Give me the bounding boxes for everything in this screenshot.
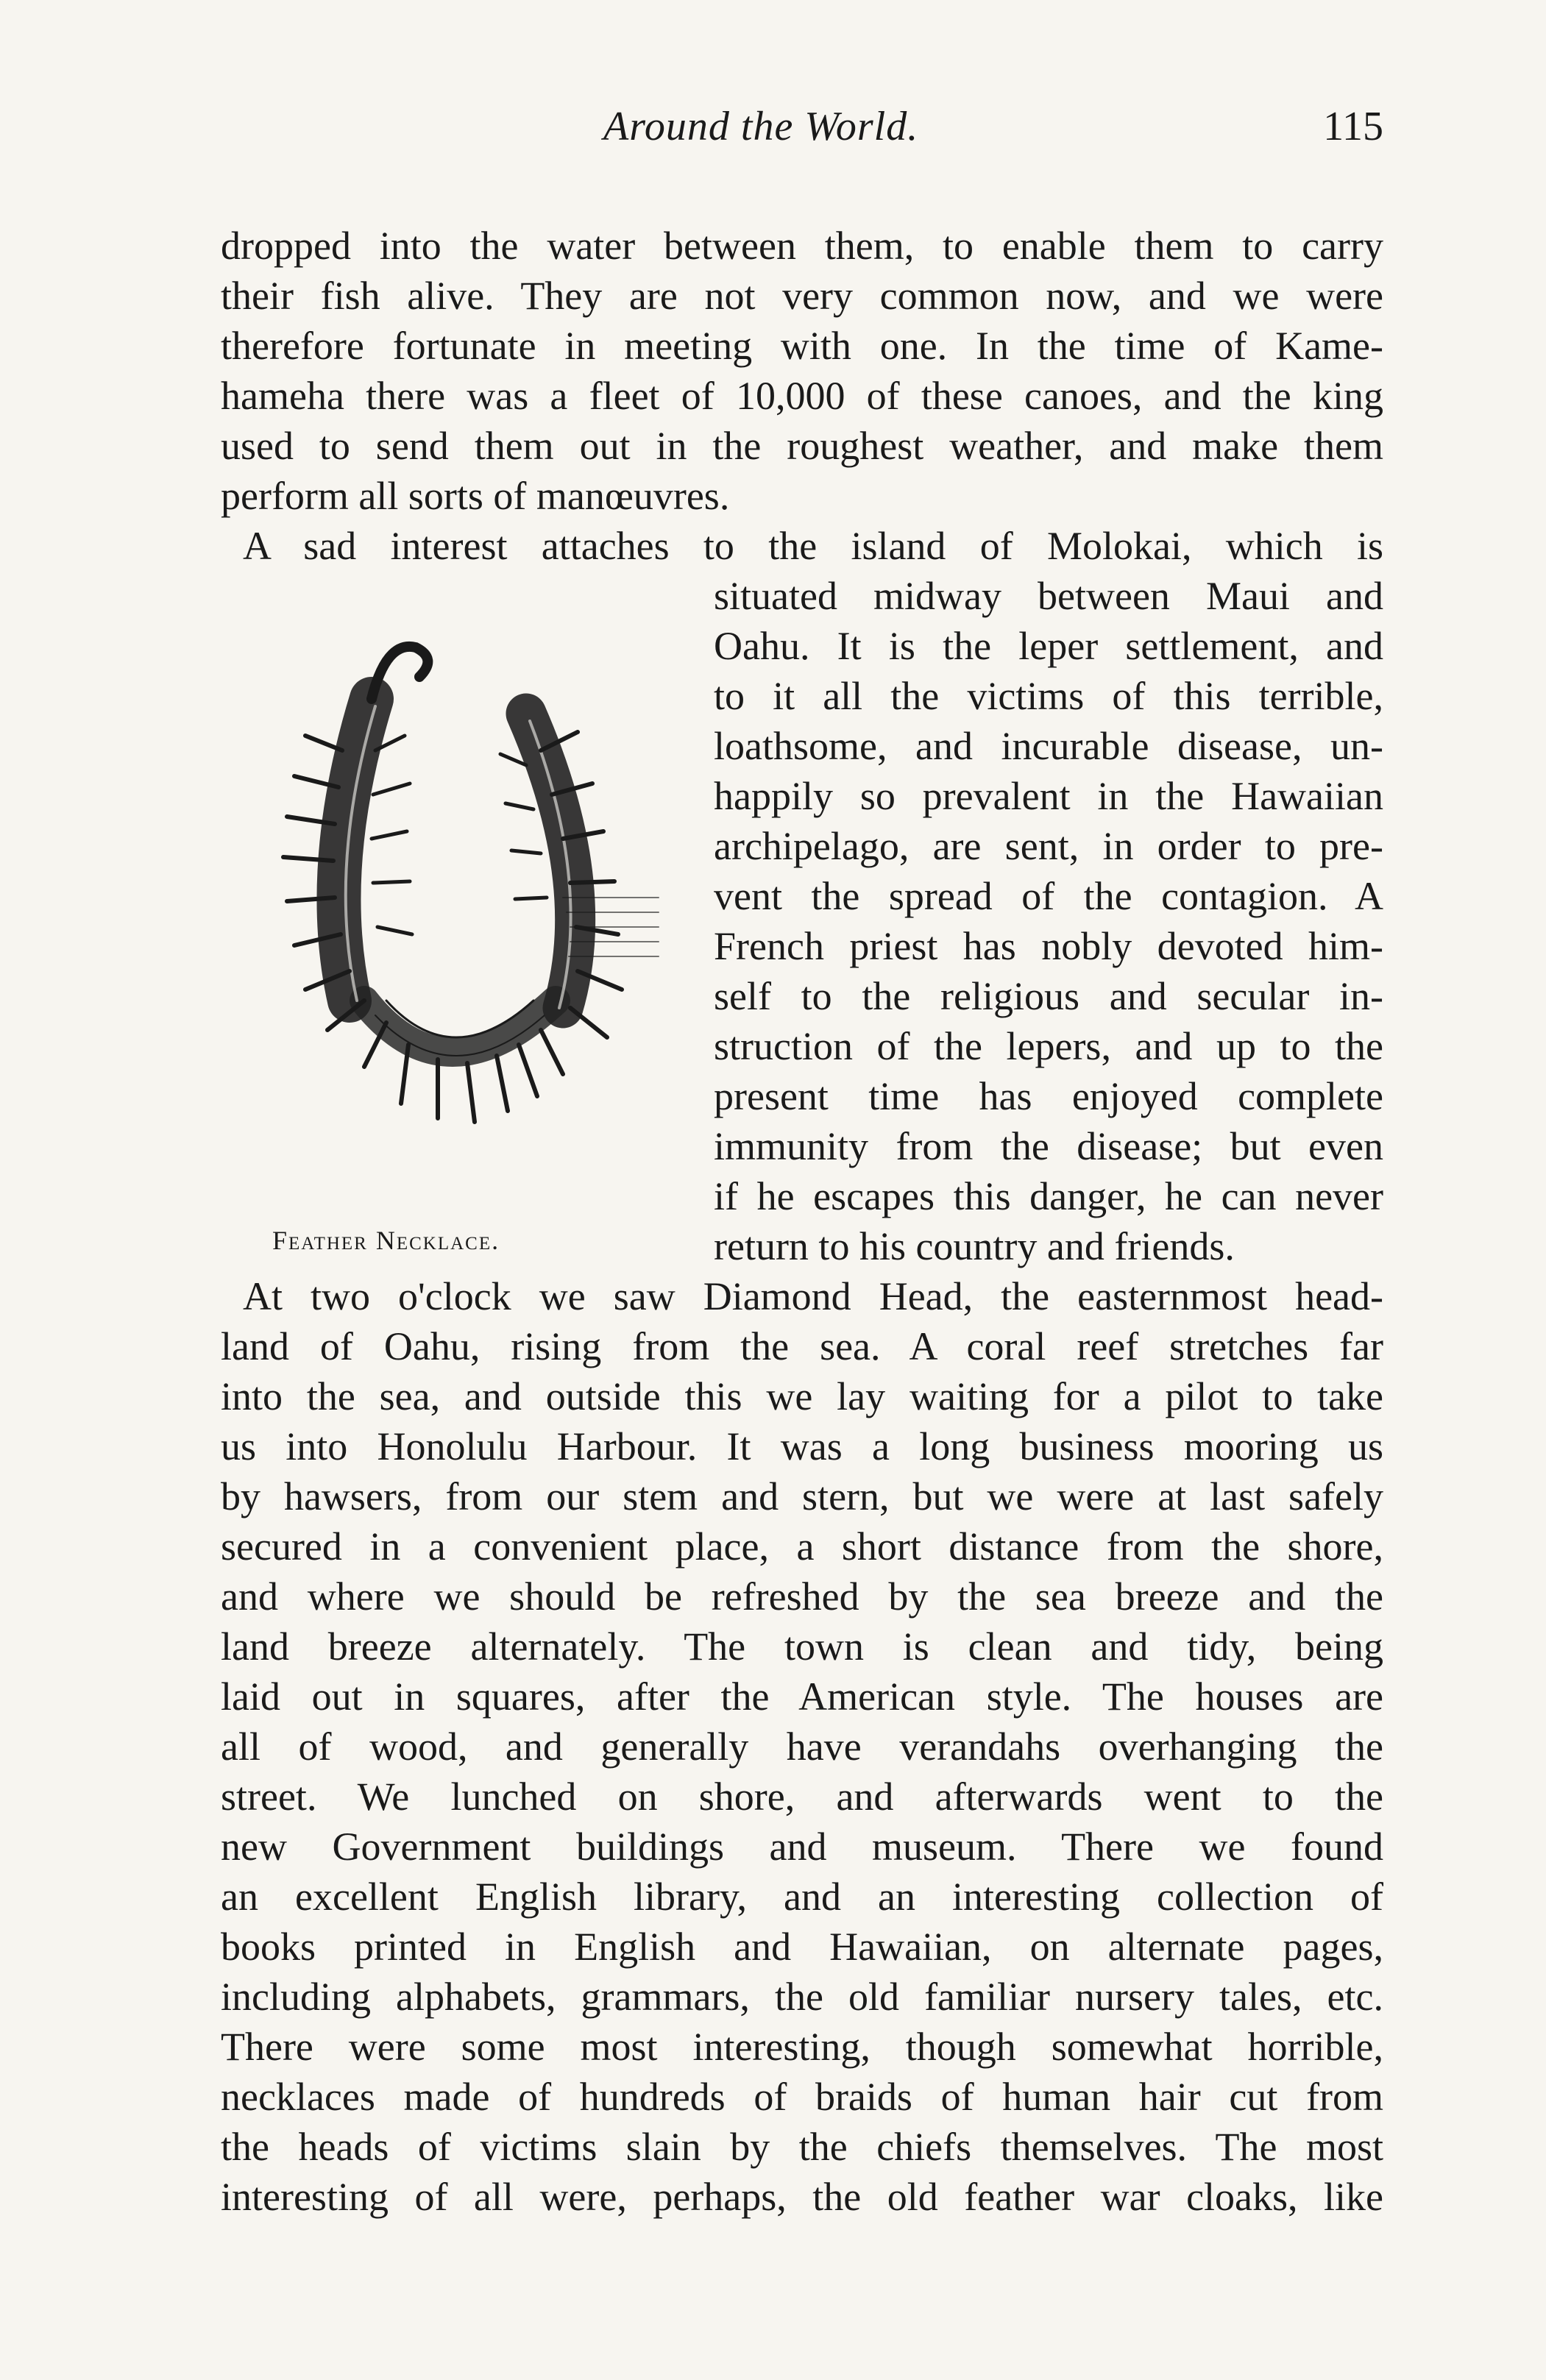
running-title: Around the World. [603,104,919,149]
text-line: archipelago, are sent, in order to pre- [714,824,1383,868]
text-line: books printed in English and Hawaiian, on alternate pages, [221,1925,1383,1969]
text-line: vent the spread of the contagion. A [714,874,1383,918]
text-line: interesting of all were, perhaps, the old feather war cloaks, like [221,2175,1383,2219]
text-line: happily so prevalent in the Hawaiian [714,774,1383,818]
text-line: into the sea, and outside this we lay waiting for a pilot to take [221,1374,1383,1418]
text-line: new Government buildings and museum. There we found [221,1825,1383,1869]
text-line: struction of the lepers, and up to the [714,1024,1383,1068]
text-line: perform all sorts of manœuvres. [221,474,730,518]
text-line: French priest has nobly devoted him- [714,924,1383,968]
text-line: land of Oahu, rising from the sea. A coral reef stretches far [221,1324,1383,1368]
text-line: us into Honolulu Harbour. It was a long business mooring us [221,1424,1383,1468]
text-line: including alphabets, grammars, the old familiar nursery tales, etc. [221,1975,1383,2019]
feather-necklace-engraving [217,589,695,1177]
text-line: secured in a convenient place, a short distance from the shore, [221,1524,1383,1569]
text-line: return to his country and friends. [714,1224,1235,1268]
text-line: if he escapes this danger, he can never [714,1174,1383,1218]
text-line: Oahu. It is the leper settlement, and [714,624,1383,668]
text-line: used to send them out in the roughest weather, and make them [221,424,1383,468]
text-line: self to the religious and secular in- [714,974,1383,1018]
text-line: necklaces made of hundreds of braids of human hair cut from [221,2075,1383,2119]
text-line: therefore fortunate in meeting with one. In the time of Kame- [221,324,1383,368]
text-line: the heads of victims slain by the chiefs themselves. The most [221,2125,1383,2169]
text-line: situated midway between Maui and [714,574,1383,618]
text-line: loathsome, and incurable disease, un- [714,724,1383,768]
text-line: by hawsers, from our stem and stern, but we were at last safely [221,1474,1383,1518]
text-line: dropped into the water between them, to enable them to carry [221,224,1383,268]
text-line: hameha there was a fleet of 10,000 of these canoes, and the king [221,374,1383,418]
text-line: laid out in squares, after the American style. The houses are [221,1674,1383,1719]
text-line: their fish alive. They are not very common now, and we were [221,274,1383,318]
text-line: all of wood, and generally have verandahs overhanging the [221,1724,1383,1769]
page-header [221,103,1383,184]
feather-necklace-illustration [217,589,695,1236]
text-line: There were some most interesting, though somewhat horrible, [221,2025,1383,2069]
text-line: and where we should be refreshed by the sea breeze and the [221,1574,1383,1619]
text-line: A sad interest attaches to the island of Molokai, which is [243,524,1383,568]
text-line: an excellent English library, and an interesting collection of [221,1875,1383,1919]
text-line: At two o'clock we saw Diamond Head, the easternmost head- [243,1274,1383,1318]
text-line: to it all the victims of this terrible, [714,674,1383,718]
text-line: street. We lunched on shore, and afterwards went to the [221,1775,1383,1819]
text-line: present time has enjoyed complete [714,1074,1383,1118]
figure-caption: Feather Necklace. [272,1226,500,1255]
page-number: 115 [1323,104,1383,149]
text-line: land breeze alternately. The town is clean and tidy, being [221,1624,1383,1669]
text-line: immunity from the disease; but even [714,1124,1383,1168]
